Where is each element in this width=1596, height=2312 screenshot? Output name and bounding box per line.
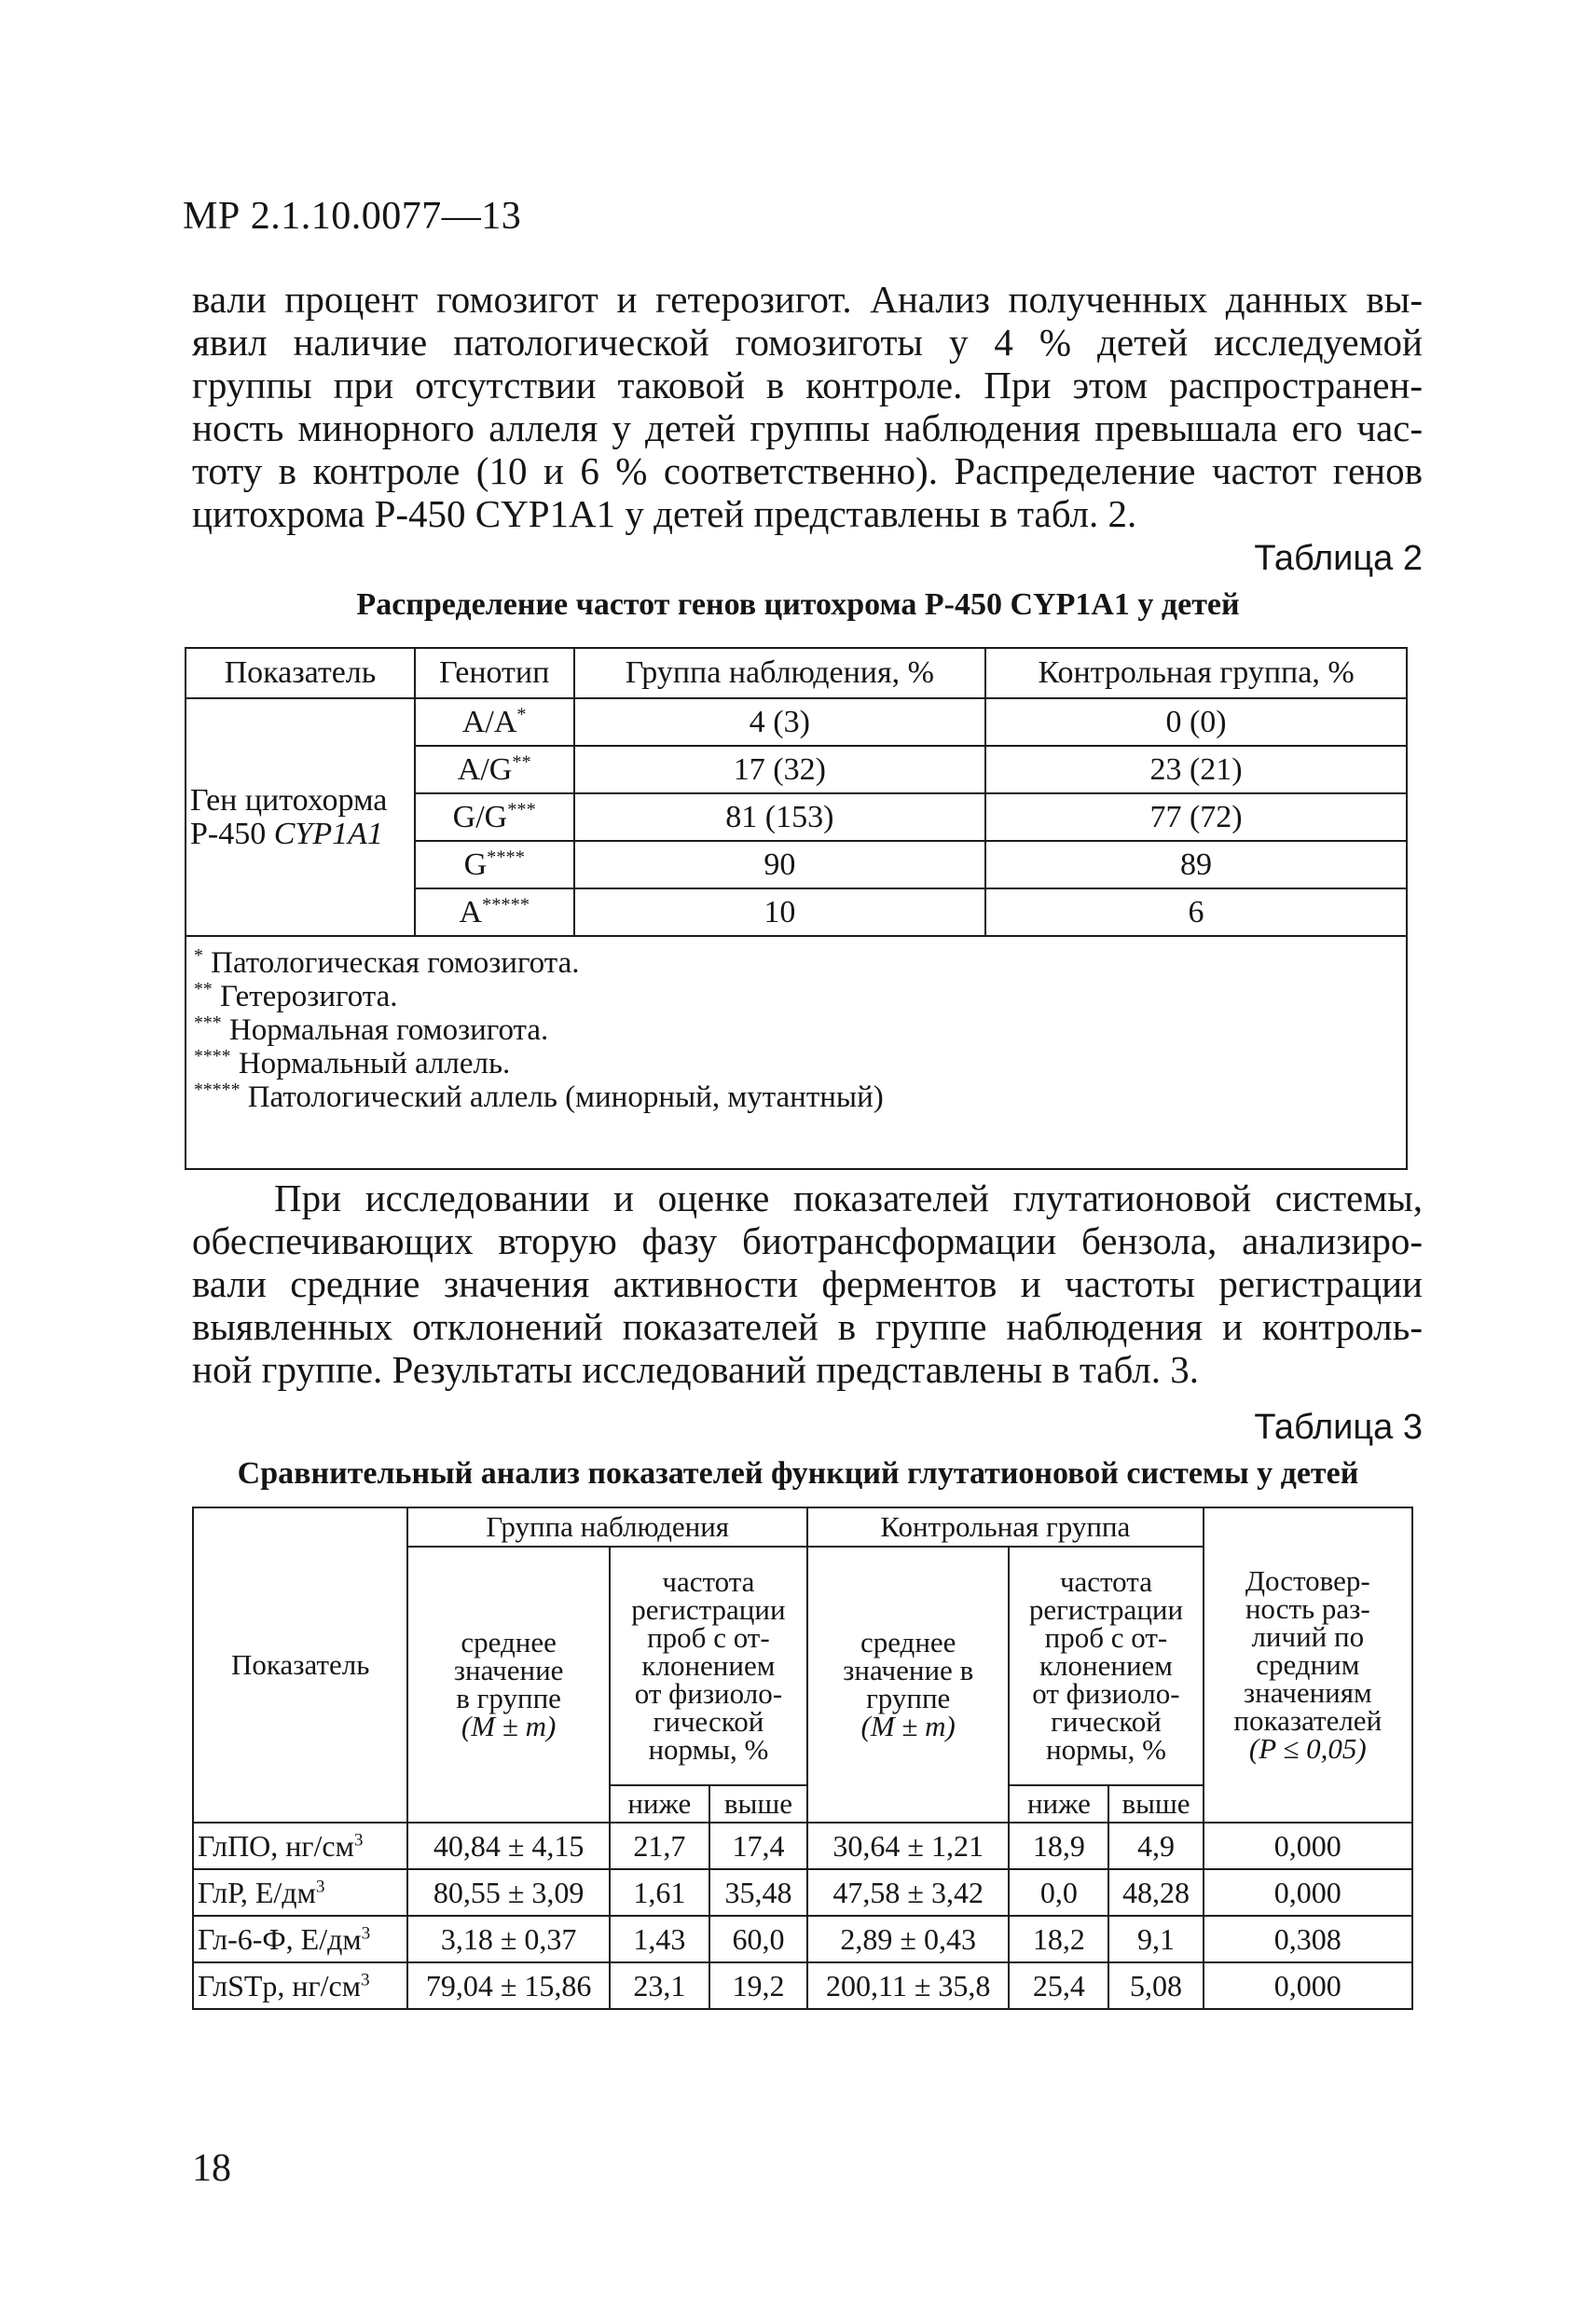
paragraph-line: вали средние значения активности ферментов и частоты регистрации — [192, 1262, 1423, 1305]
gene-name-prefix: Р-450 — [190, 816, 274, 851]
page-number: 18 — [192, 2147, 231, 2190]
footnote-mark: **** — [487, 846, 525, 868]
footnote: ***** Патологический аллель (минорный, мутантный) — [194, 1080, 884, 1114]
table2-notes-row — [186, 936, 1407, 1169]
table3-header-mean-control: среднее значение в группе (M ± m) — [807, 1547, 1009, 1823]
table2-notes — [186, 936, 1407, 1169]
table3-caption: Сравнительный анализ показателей функций глутатионовой системы у детей — [237, 1456, 1359, 1491]
table-row — [193, 1869, 1412, 1916]
table-row — [193, 1916, 1412, 1962]
table3-header-significance: Достовер- ность раз- личий по средним значениям показателей (P ≤ 0,05) — [1204, 1507, 1412, 1823]
footnote: *** Нормальная гомозигота. — [194, 1012, 549, 1047]
table-row — [193, 1823, 1412, 1869]
table3-group-header-row — [193, 1507, 1412, 1547]
table3-header-frequency-control: частота регистрации проб с от- клонением от физиоло- гической нормы, % — [1009, 1547, 1203, 1785]
ctrl-below-cell: 18,2 — [1009, 1916, 1108, 1962]
p-value-cell: 0,308 — [1204, 1916, 1412, 1962]
indicator-cell: Гл-6-Ф, $Е/дм^3$ — [193, 1916, 407, 1962]
observation-cell: 17 (32) — [574, 746, 985, 793]
ctrl-above-cell: 4,9 — [1108, 1823, 1203, 1869]
table3-header-below: ниже — [610, 1785, 709, 1823]
observation-cell: 10 — [574, 888, 985, 936]
paragraph-line: явил наличие патологической гомозиготы у 4 % детей исследуемой — [192, 321, 1423, 364]
table3-header-above: выше — [1108, 1785, 1203, 1823]
table3-header-above: выше — [709, 1785, 807, 1823]
paragraph-genotype-analysis — [192, 278, 1423, 535]
paragraph-line: выявленных отклонений показателей в группе наблюдения и контроль- — [192, 1305, 1423, 1348]
ctrl-above-cell: 9,1 — [1108, 1916, 1203, 1962]
ctrl-below-cell: 25,4 — [1009, 1962, 1108, 2009]
control-cell: 0 (0) — [985, 698, 1407, 746]
footnote: **** Нормальный аллель. — [194, 1046, 511, 1080]
obs-above-cell: 60,0 — [709, 1916, 807, 1962]
ctrl-mean-cell: 2,89 ± 0,43 — [807, 1916, 1009, 1962]
p-value-cell: 0,000 — [1204, 1823, 1412, 1869]
paragraph-line: ность минорного аллеля у детей группы наблюдения превышала его час- — [192, 406, 1423, 449]
obs-mean-cell: 40,84 ± 4,15 — [407, 1823, 609, 1869]
obs-above-cell: 35,48 — [709, 1869, 807, 1916]
table3-header-control-group: Контрольная группа — [807, 1507, 1204, 1547]
genotype-cell: G**** — [415, 841, 574, 888]
table2 — [185, 647, 1408, 1170]
footnote-mark: * — [516, 704, 527, 725]
table3-header-observation-group: Группа наблюдения — [407, 1507, 807, 1547]
paragraph-glutathione-study — [192, 1177, 1423, 1391]
table3-header-below: ниже — [1009, 1785, 1108, 1823]
paragraph-line: тоту в контроле (10 и 6 % соответственно). Распределение частот генов — [192, 449, 1423, 492]
observation-cell: 81 (153) — [574, 793, 985, 841]
observation-cell: 4 (3) — [574, 698, 985, 746]
gene-name-line1: Ген цитохорма — [190, 782, 388, 818]
ctrl-mean-cell: 200,11 ± 35,8 — [807, 1962, 1009, 2009]
table-row — [186, 698, 1407, 746]
control-cell: 77 (72) — [985, 793, 1407, 841]
obs-above-cell: 17,4 — [709, 1823, 807, 1869]
obs-above-cell: 19,2 — [709, 1962, 807, 2009]
table3-header-frequency-observation: частота регистрации проб с от- клонением от физиоло- гической нормы, % — [610, 1547, 807, 1785]
obs-below-cell: 21,7 — [610, 1823, 709, 1869]
obs-below-cell: 1,43 — [610, 1916, 709, 1962]
table3 — [192, 1507, 1413, 2010]
paragraph-line: При исследовании и оценке показателей глутатионовой системы, — [274, 1177, 1423, 1219]
ctrl-mean-cell: 47,58 ± 3,42 — [807, 1869, 1009, 1916]
table2-header-control: Контрольная группа, % — [985, 648, 1407, 698]
control-cell: 89 — [985, 841, 1407, 888]
ctrl-mean-cell: 30,64 ± 1,21 — [807, 1823, 1009, 1869]
obs-below-cell: 23,1 — [610, 1962, 709, 2009]
genotype-cell: A***** — [415, 888, 574, 936]
ctrl-above-cell: 5,08 — [1108, 1962, 1203, 2009]
p-value-cell: 0,000 — [1204, 1962, 1412, 2009]
control-cell: 23 (21) — [985, 746, 1407, 793]
paragraph-line: обеспечивающих вторую фазу биотрансформации бензола, анализиро- — [192, 1219, 1423, 1262]
obs-below-cell: 1,61 — [610, 1869, 709, 1916]
indicator-cell: ГлР, $Е/дм^3$ — [193, 1869, 407, 1916]
obs-mean-cell: 3,18 ± 0,37 — [407, 1916, 609, 1962]
table2-gene-cell — [186, 698, 415, 936]
p-value-cell: 0,000 — [1204, 1869, 1412, 1916]
paragraph-line: цитохрома Р-450 CYP1A1 у детей представлены в табл. 2. — [192, 492, 1137, 535]
ctrl-above-cell: 48,28 — [1108, 1869, 1203, 1916]
footnote: * Патологическая гомозигота. — [194, 945, 580, 980]
obs-mean-cell: 79,04 ± 15,86 — [407, 1962, 609, 2009]
table3-header-indicator: Показатель — [193, 1507, 407, 1823]
genotype-cell: A/G** — [415, 746, 574, 793]
table2-header-row — [186, 648, 1407, 698]
paragraph-line: ной группе. Результаты исследований представлены в табл. 3. — [192, 1348, 1200, 1391]
footnote-mark: *** — [507, 799, 536, 820]
control-cell: 6 — [985, 888, 1407, 936]
table-row — [193, 1962, 1412, 2009]
genotype-cell: A/A* — [415, 698, 574, 746]
genotype-cell: G/G*** — [415, 793, 574, 841]
paragraph-line: группы при отсутствии таковой в контроле. При этом распространен- — [192, 364, 1423, 406]
indicator-cell: ГлSTр, $нг/см^3$ — [193, 1962, 407, 2009]
table2-header-genotype: Генотип — [415, 648, 574, 698]
footnote: ** Гетерозигота. — [194, 979, 398, 1013]
table2-header-observation: Группа наблюдения, % — [574, 648, 985, 698]
observation-cell: 90 — [574, 841, 985, 888]
obs-mean-cell: 80,55 ± 3,09 — [407, 1869, 609, 1916]
paragraph-line: вали процент гомозигот и гетерозигот. Анализ полученных данных вы- — [192, 278, 1423, 321]
table2-label: Таблица 2 — [1254, 539, 1423, 578]
footnote-mark: ** — [512, 751, 531, 773]
table2-caption: Распределение частот генов цитохрома Р-450 CYP1A1 у детей — [356, 587, 1240, 622]
indicator-cell: ГлПО, $нг/см^3$ — [193, 1823, 407, 1869]
table3-label: Таблица 3 — [1254, 1408, 1423, 1447]
table2-header-indicator: Показатель — [186, 648, 415, 698]
footnote-mark: ***** — [482, 894, 530, 915]
ctrl-below-cell: 18,9 — [1009, 1823, 1108, 1869]
ctrl-below-cell: 0,0 — [1009, 1869, 1108, 1916]
gene-name-italic: CYP1A1 — [273, 816, 383, 851]
document-code: МР 2.1.10.0077—13 — [183, 195, 522, 238]
table3-header-mean-observation: среднее значение в группе (M ± m) — [407, 1547, 609, 1823]
